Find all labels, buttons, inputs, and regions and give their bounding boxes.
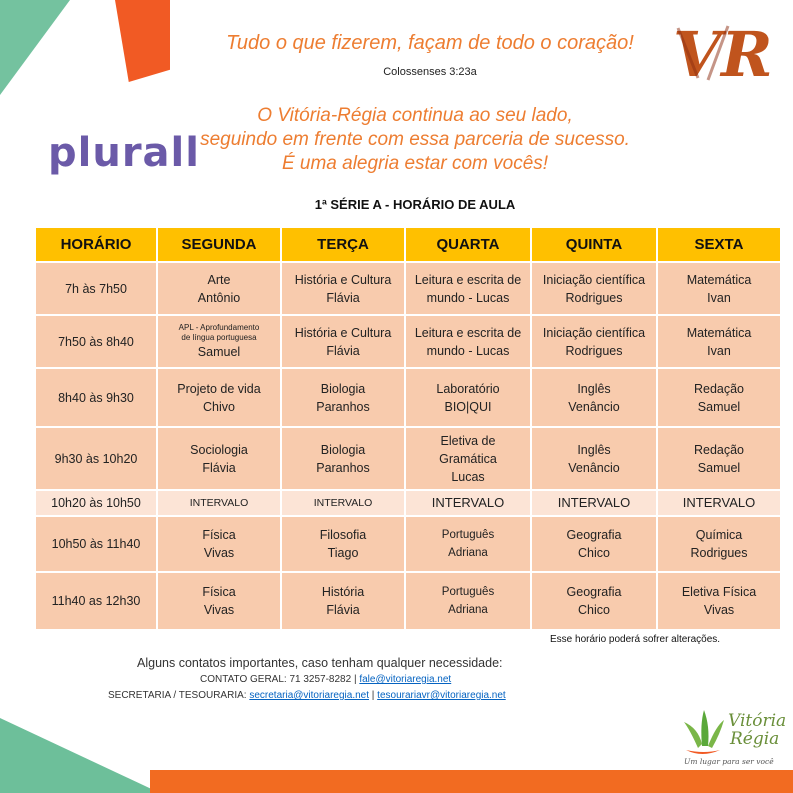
class-cell: Leitura e escrita de mundo - Lucas <box>406 263 530 314</box>
time-cell: 10h50 às 11h40 <box>36 517 156 571</box>
class-cell: Física Vivas <box>158 573 280 629</box>
class-cell: Filosofia Tiago <box>282 517 404 571</box>
time-cell: 9h30 às 10h20 <box>36 428 156 489</box>
column-header: HORÁRIO <box>36 228 156 261</box>
interval-cell: INTERVALO <box>658 491 780 515</box>
time-cell: 10h20 às 10h50 <box>36 491 156 515</box>
corner-decoration-green <box>0 0 70 95</box>
class-cell: Leitura e escrita de mundo - Lucas <box>406 316 530 367</box>
table-row <box>36 263 780 314</box>
svg-text:Régia: Régia <box>730 729 780 749</box>
interval-cell: INTERVALO <box>158 491 280 515</box>
bottom-left-decoration <box>0 718 160 793</box>
class-cell: História e Cultura Flávia <box>282 316 404 367</box>
plurall-logo: plurall <box>48 130 200 176</box>
class-cell: Iniciação científica Rodrigues <box>532 316 656 367</box>
class-cell: Física Vivas <box>158 517 280 571</box>
table-row <box>36 316 780 367</box>
time-cell: 11h40 as 12h30 <box>36 573 156 629</box>
schedule-title: 1ª SÉRIE A - HORÁRIO DE AULA <box>314 197 516 212</box>
contacts-heading: Alguns contatos importantes, caso tenham qualquer necessidade: <box>137 656 503 670</box>
message-line: seguindo em frente com essa parceria de sucesso. <box>200 129 630 150</box>
schedule-note: Esse horário poderá sofrer alterações. <box>550 634 721 645</box>
bible-quote: Tudo o que fizerem, façam de todo o coração! <box>226 32 634 54</box>
table-header-row <box>36 228 780 261</box>
svg-text:Um lugar para ser você: Um lugar para ser você <box>684 757 774 766</box>
svg-text:Vitória: Vitória <box>728 711 787 731</box>
time-cell: 7h50 às 8h40 <box>36 316 156 367</box>
general-contact-label: CONTATO GERAL: 71 3257-8282 | <box>200 674 357 685</box>
class-cell: História Flávia <box>282 573 404 629</box>
class-cell: Projeto de vida Chivo <box>158 369 280 426</box>
message-line: É uma alegria estar com vocês! <box>281 153 549 174</box>
class-cell: Sociologia Flávia <box>158 428 280 489</box>
separator: | <box>371 690 375 701</box>
vitoria-regia-logo <box>680 700 790 770</box>
class-cell: Geografia Chico <box>532 517 656 571</box>
table-row-interval <box>36 491 780 515</box>
schedule-table <box>34 226 782 631</box>
svg-text:VR: VR <box>673 18 773 88</box>
corner-decoration-orange <box>115 0 170 82</box>
class-cell: Inglês Venâncio <box>532 369 656 426</box>
class-cell: Português Adriana <box>406 573 530 629</box>
class-cell: Eletiva Física Vivas <box>658 573 780 629</box>
lotus-icon <box>684 710 724 754</box>
table-row <box>36 428 780 489</box>
bible-reference: Colossenses 3:23a <box>383 66 477 78</box>
class-cell: Biologia Paranhos <box>282 369 404 426</box>
class-cell: Eletiva de Gramática Lucas <box>406 428 530 489</box>
class-cell: Matemática Ivan <box>658 316 780 367</box>
secretaria-contact-line <box>108 690 506 701</box>
secretaria-label: SECRETARIA / TESOURARIA: <box>108 690 247 701</box>
class-cell: Redação Samuel <box>658 369 780 426</box>
general-contact-line <box>200 674 451 685</box>
class-cell: Geografia Chico <box>532 573 656 629</box>
secretaria-email-link[interactable]: secretaria@vitoriaregia.net <box>249 690 369 701</box>
class-cell: Química Rodrigues <box>658 517 780 571</box>
class-cell: Biologia Paranhos <box>282 428 404 489</box>
vr-monogram-logo <box>668 18 778 88</box>
table-row <box>36 573 780 629</box>
welcome-message <box>160 104 670 176</box>
class-cell: Laboratório BIO|QUI <box>406 369 530 426</box>
column-header: SEXTA <box>658 228 780 261</box>
class-cell: Português Adriana <box>406 517 530 571</box>
column-header: QUINTA <box>532 228 656 261</box>
class-cell: APL - Aprofundamento de língua portuguesa Samuel <box>158 316 280 367</box>
tesouraria-email-link[interactable]: tesourariavr@vitoriaregia.net <box>377 690 506 701</box>
class-cell: Arte Antônio <box>158 263 280 314</box>
class-cell: Matemática Ivan <box>658 263 780 314</box>
column-header: SEGUNDA <box>158 228 280 261</box>
message-line: O Vitória-Régia continua ao seu lado, <box>257 105 573 126</box>
class-cell: História e Cultura Flávia <box>282 263 404 314</box>
table-row <box>36 517 780 571</box>
class-cell: Redação Samuel <box>658 428 780 489</box>
time-cell: 7h às 7h50 <box>36 263 156 314</box>
class-cell: Iniciação científica Rodrigues <box>532 263 656 314</box>
time-cell: 8h40 às 9h30 <box>36 369 156 426</box>
table-row <box>36 369 780 426</box>
bottom-bar-decoration <box>150 770 793 793</box>
class-cell: Inglês Venâncio <box>532 428 656 489</box>
interval-cell: INTERVALO <box>282 491 404 515</box>
general-email-link[interactable]: fale@vitoriaregia.net <box>359 674 452 685</box>
interval-cell: INTERVALO <box>406 491 530 515</box>
interval-cell: INTERVALO <box>532 491 656 515</box>
column-header: TERÇA <box>282 228 404 261</box>
column-header: QUARTA <box>406 228 530 261</box>
